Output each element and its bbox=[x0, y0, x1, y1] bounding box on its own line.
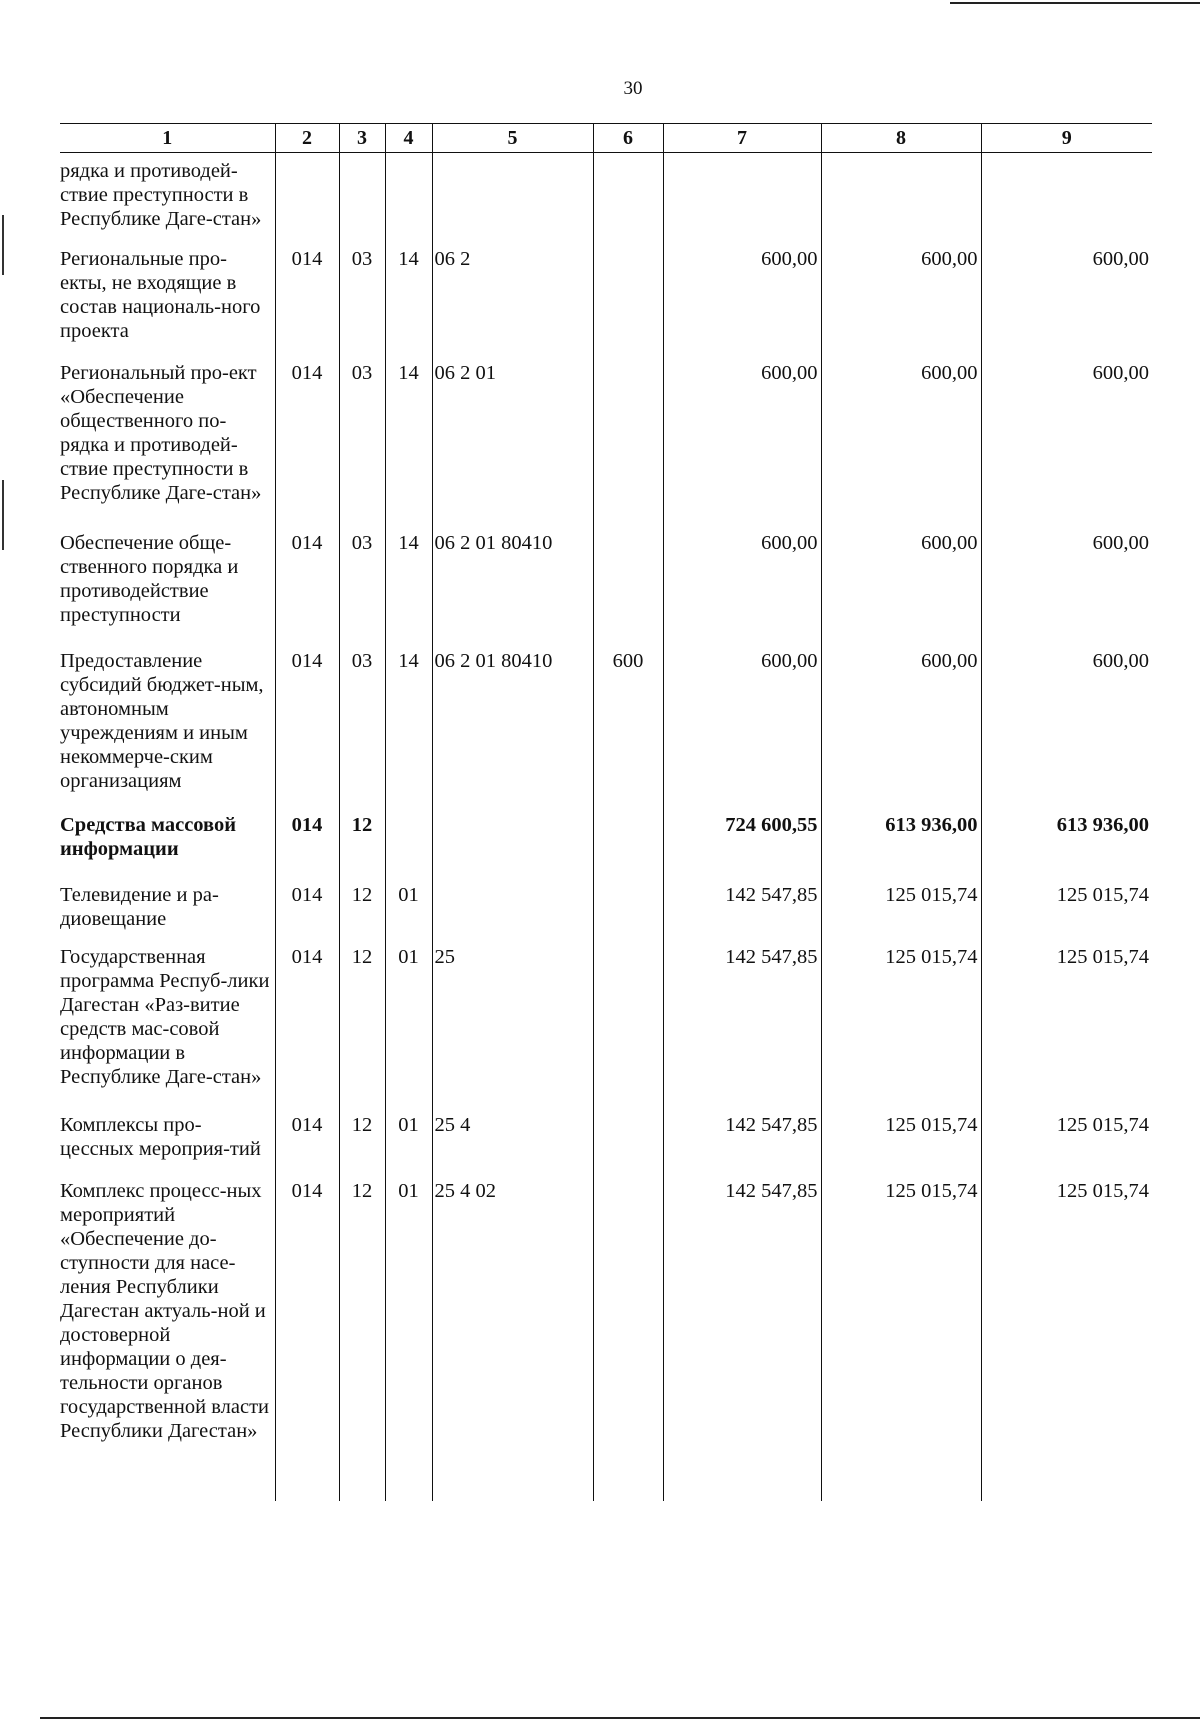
amount-year-1-cell: 600,00 bbox=[663, 243, 821, 357]
expense-type-cell bbox=[593, 153, 663, 244]
page-number: 30 bbox=[623, 78, 643, 99]
amount-year-2-cell: 125 015,74 bbox=[821, 1175, 981, 1501]
row-name-cell: Комплекс процесс-ных мероприятий «Обеспечение до-ступности для насе-ления Республики Дагестан актуаль-ной и достоверной информации о дея-тельности органов государственной власти Республики Дагестан» bbox=[60, 1180, 269, 1442]
amount-year-1-cell: 600,00 bbox=[663, 645, 821, 809]
amount-year-3-cell: 600,00 bbox=[981, 357, 1152, 527]
row-name-cell: Государственная программа Респуб-лики Дагестан «Раз-витие средств мас-совой информации в Республике Даге-стан» bbox=[60, 946, 270, 1088]
row-name-cell: Комплексы про-цессных мероприя-тий bbox=[60, 1114, 261, 1160]
table-row bbox=[60, 243, 1152, 357]
amount-year-3-cell: 600,00 bbox=[981, 527, 1152, 645]
amount-year-2-cell: 125 015,74 bbox=[821, 1109, 981, 1175]
amount-year-1-cell: 142 547,85 bbox=[663, 941, 821, 1109]
budget-table-container bbox=[60, 123, 1152, 1501]
subsection-cell: 14 bbox=[385, 645, 432, 809]
expense-type-cell bbox=[593, 879, 663, 941]
section-code-cell: 014 bbox=[275, 809, 339, 879]
target-article-cell bbox=[432, 809, 593, 879]
expense-type-cell bbox=[593, 527, 663, 645]
amount-year-2-cell: 125 015,74 bbox=[821, 941, 981, 1109]
subsection-cell: 14 bbox=[385, 243, 432, 357]
row-name-cell: рядка и противодей-ствие преступности в Республике Даге-стан» bbox=[60, 160, 262, 230]
column-header: 8 bbox=[821, 124, 981, 153]
table-row bbox=[60, 357, 1152, 527]
table-body bbox=[60, 153, 1152, 1502]
subsection-cell: 01 bbox=[385, 879, 432, 941]
table-row bbox=[60, 1175, 1152, 1501]
amount-year-2-cell: 600,00 bbox=[821, 645, 981, 809]
subsection-cell: 01 bbox=[385, 1175, 432, 1501]
section-code-cell: 014 bbox=[275, 879, 339, 941]
target-article-cell bbox=[432, 879, 593, 941]
column-header: 2 bbox=[275, 124, 339, 153]
subsection-cell: 14 bbox=[385, 357, 432, 527]
subsection-cell bbox=[385, 153, 432, 244]
amount-year-2-cell: 600,00 bbox=[821, 243, 981, 357]
target-article-cell: 06 2 01 80410 bbox=[432, 527, 593, 645]
section-code-cell bbox=[275, 153, 339, 244]
column-header: 1 bbox=[60, 124, 275, 153]
subsection-cell: 14 bbox=[385, 527, 432, 645]
section-code-cell: 014 bbox=[275, 645, 339, 809]
expense-type-cell bbox=[593, 1175, 663, 1501]
chapter-cell: 03 bbox=[339, 357, 385, 527]
amount-year-3-cell: 125 015,74 bbox=[981, 941, 1152, 1109]
amount-year-3-cell: 600,00 bbox=[981, 645, 1152, 809]
column-header: 9 bbox=[981, 124, 1152, 153]
section-code-cell: 014 bbox=[275, 527, 339, 645]
target-article-cell: 06 2 bbox=[432, 243, 593, 357]
amount-year-3-cell bbox=[981, 153, 1152, 244]
column-header: 7 bbox=[663, 124, 821, 153]
section-code-cell: 014 bbox=[275, 357, 339, 527]
section-code-cell: 014 bbox=[275, 941, 339, 1109]
amount-year-2-cell: 600,00 bbox=[821, 527, 981, 645]
target-article-cell: 25 4 bbox=[432, 1109, 593, 1175]
amount-year-1-cell: 142 547,85 bbox=[663, 1109, 821, 1175]
chapter-cell: 03 bbox=[339, 527, 385, 645]
chapter-cell: 03 bbox=[339, 243, 385, 357]
expense-type-cell bbox=[593, 357, 663, 527]
chapter-cell: 12 bbox=[339, 941, 385, 1109]
amount-year-3-cell: 613 936,00 bbox=[981, 809, 1152, 879]
amount-year-2-cell: 613 936,00 bbox=[821, 809, 981, 879]
amount-year-3-cell: 125 015,74 bbox=[981, 1109, 1152, 1175]
table-row bbox=[60, 941, 1152, 1109]
target-article-cell bbox=[432, 153, 593, 244]
expense-type-cell bbox=[593, 1109, 663, 1175]
table-row bbox=[60, 809, 1152, 879]
subsection-cell: 01 bbox=[385, 1109, 432, 1175]
expense-type-cell bbox=[593, 243, 663, 357]
amount-year-1-cell: 600,00 bbox=[663, 527, 821, 645]
row-name-cell: Средства массовой информации bbox=[60, 814, 237, 860]
column-header: 4 bbox=[385, 124, 432, 153]
expense-type-cell: 600 bbox=[593, 645, 663, 809]
column-header: 6 bbox=[593, 124, 663, 153]
chapter-cell: 12 bbox=[339, 809, 385, 879]
table-row bbox=[60, 527, 1152, 645]
amount-year-1-cell bbox=[663, 153, 821, 244]
expense-type-cell bbox=[593, 809, 663, 879]
subsection-cell bbox=[385, 809, 432, 879]
chapter-cell bbox=[339, 153, 385, 244]
table-row bbox=[60, 879, 1152, 941]
amount-year-1-cell: 600,00 bbox=[663, 357, 821, 527]
top-edge-line bbox=[950, 2, 1200, 4]
target-article-cell: 25 4 02 bbox=[432, 1175, 593, 1501]
section-code-cell: 014 bbox=[275, 243, 339, 357]
row-name-cell: Телевидение и ра-диовещание bbox=[60, 884, 219, 930]
section-code-cell: 014 bbox=[275, 1109, 339, 1175]
row-name-cell: Региональный про-ект «Обеспечение общественного по-рядка и противодей-ствие преступности в Республике Даге-стан» bbox=[60, 362, 262, 504]
row-name-cell: Обеспечение обще-ственного порядка и противодействие преступности bbox=[60, 532, 239, 626]
left-margin-mark bbox=[2, 480, 4, 550]
table-row bbox=[60, 153, 1152, 244]
subsection-cell: 01 bbox=[385, 941, 432, 1109]
budget-table bbox=[60, 123, 1152, 1501]
target-article-cell: 06 2 01 bbox=[432, 357, 593, 527]
amount-year-1-cell: 142 547,85 bbox=[663, 1175, 821, 1501]
amount-year-3-cell: 125 015,74 bbox=[981, 879, 1152, 941]
chapter-cell: 03 bbox=[339, 645, 385, 809]
chapter-cell: 12 bbox=[339, 1175, 385, 1501]
section-code-cell: 014 bbox=[275, 1175, 339, 1501]
target-article-cell: 25 bbox=[432, 941, 593, 1109]
table-row bbox=[60, 1109, 1152, 1175]
target-article-cell: 06 2 01 80410 bbox=[432, 645, 593, 809]
amount-year-2-cell: 600,00 bbox=[821, 357, 981, 527]
amount-year-2-cell bbox=[821, 153, 981, 244]
column-header: 5 bbox=[432, 124, 593, 153]
amount-year-3-cell: 600,00 bbox=[981, 243, 1152, 357]
table-row bbox=[60, 645, 1152, 809]
row-name-cell: Региональные про-екты, не входящие в состав националь-ного проекта bbox=[60, 248, 261, 342]
header-row bbox=[60, 124, 1152, 153]
left-margin-mark bbox=[2, 215, 4, 275]
row-name-cell: Предоставление субсидий бюджет-ным, автономным учреждениям и иным некоммерче-ским организациям bbox=[60, 650, 264, 792]
amount-year-1-cell: 142 547,85 bbox=[663, 879, 821, 941]
amount-year-1-cell: 724 600,55 bbox=[663, 809, 821, 879]
expense-type-cell bbox=[593, 941, 663, 1109]
chapter-cell: 12 bbox=[339, 879, 385, 941]
chapter-cell: 12 bbox=[339, 1109, 385, 1175]
bottom-edge-line bbox=[40, 1717, 1200, 1719]
column-header: 3 bbox=[339, 124, 385, 153]
amount-year-2-cell: 125 015,74 bbox=[821, 879, 981, 941]
amount-year-3-cell: 125 015,74 bbox=[981, 1175, 1152, 1501]
